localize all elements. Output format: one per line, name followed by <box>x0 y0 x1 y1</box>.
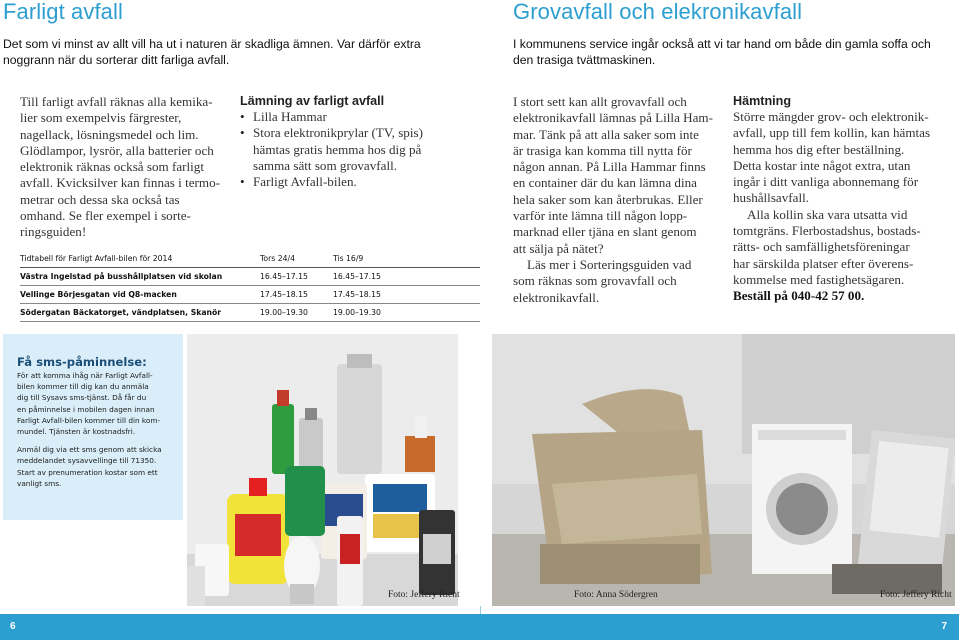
text-line: Anmäl dig via ett sms genom att skicka <box>17 445 162 455</box>
stop-name: Södergatan Bäckatorget, vändplatsen, Skanör <box>20 308 222 317</box>
text-line: avfall. Kvicksilver kan finnas i termo- <box>20 175 220 191</box>
timetable-title: Tidtabell för Farligt Avfall-bilen för 2014 <box>20 254 173 263</box>
text-line: ringsguiden! <box>20 224 87 240</box>
text-line: har särskilda platser efter överens- <box>733 255 914 271</box>
timetable <box>20 250 480 322</box>
text-line: avfall, upp till fem kollin, kan hämtas <box>733 125 931 141</box>
photo-credit: Foto: Anna Södergren <box>574 590 658 600</box>
spine-divider <box>480 606 481 614</box>
timetable-col-date2: Tis 16/9 <box>333 254 364 263</box>
text-line: marknad eller tjäna en slant genom <box>513 224 697 240</box>
stop-time: 19.00–19.30 <box>333 308 381 317</box>
text-line: Detta kostar inte något extra, utan <box>733 157 911 173</box>
text-line: Glödlampor, lysrör, alla batterier och <box>20 142 214 158</box>
sms-box-title: Få sms-påminnelse: <box>17 355 147 369</box>
text-line: lier som exempelvis färgrester, <box>20 110 182 126</box>
text-line: elektronik räknas också som farligt <box>20 159 204 175</box>
timetable-col-date1: Tors 24/4 <box>260 254 295 263</box>
stop-name: Vellinge Börjesgatan vid Q8-macken <box>20 290 177 299</box>
text-line: Läs mer i Sorteringsguiden vad <box>527 256 692 272</box>
text-line: en påminnelse i mobilen dagen innan <box>17 404 155 414</box>
right-page-title: Grovavfall och elekronikavfall <box>513 0 803 24</box>
text-line: hushållsavfall. <box>733 190 809 206</box>
list-item: • Stora elektronikprylar (TV, spis) hämtas gratis hemma hos dig på samma sätt som grovavfall. <box>240 125 455 174</box>
drop-off-heading: Lämning av farligt avfall <box>240 94 385 108</box>
stop-time: 16.45–17.15 <box>333 272 381 281</box>
text-line: Till farligt avfall räknas alla kemika- <box>20 94 213 109</box>
timetable-header <box>20 250 480 268</box>
bulky-waste-photo <box>492 334 955 606</box>
text-line: Alla kollin ska vara utsatta vid <box>747 206 908 222</box>
drop-off-list <box>240 109 455 190</box>
text-line: bilen kommer till dig kan du anmäla <box>17 382 149 392</box>
text-line: elektronikavfall lämnas på Lilla Ham- <box>513 110 713 126</box>
page-footer <box>0 614 959 640</box>
bulky-waste-text <box>513 94 728 306</box>
text-line: är trasiga kan komma till nytta för <box>513 142 692 158</box>
page-number-left: 6 <box>10 621 16 632</box>
order-phone: Beställ på 040-42 57 00. <box>733 288 865 304</box>
text-line: elektronikavfall. <box>513 289 600 305</box>
text-line: som räknas som grovavfall och <box>513 273 677 289</box>
text-line: hela saker som kan återbrukas. Eller <box>513 191 703 207</box>
stop-time: 16.45–17.15 <box>260 272 308 281</box>
text-line: metrar och dessa ska också tas <box>20 191 180 207</box>
table-row <box>20 268 480 286</box>
table-row <box>20 286 480 304</box>
text-line: Start av prenumeration kostar som ett <box>17 467 158 477</box>
text-line: nagellack, lösningsmedel och lim. <box>20 126 199 142</box>
stop-time: 17.45–18.15 <box>333 290 381 299</box>
list-item: • Farligt Avfall-bilen. <box>240 174 455 190</box>
list-item: • Lilla Hammar <box>240 109 455 125</box>
text-line: vanligt sms. <box>17 478 62 488</box>
stop-name: Västra Ingelstad på busshållplatsen vid skolan <box>20 272 223 281</box>
text-line: mar. Tänk på att alla saker som inte <box>513 126 699 142</box>
text-line: rätts- och samfällighetsföreningar <box>733 239 910 255</box>
left-page-title: Farligt avfall <box>3 0 123 24</box>
sms-box-paragraph <box>17 444 175 489</box>
text-line: mundel. Tjänsten är kostnadsfri. <box>17 427 136 437</box>
text-line: Större mängder grov- och elektronik- <box>733 109 929 124</box>
stop-time: 19.00–19.30 <box>260 308 308 317</box>
pickup-heading: Hämtning <box>733 94 792 108</box>
table-row <box>20 304 480 322</box>
text-line: en container där du kan lämna dina <box>513 175 697 191</box>
text-line: ingår i ditt vanliga abonnemang för <box>733 174 919 190</box>
right-page-lead: I kommunens service ingår också att vi tar hand om både din gamla soffa och den trasiga tvättmaskinen. <box>513 37 931 67</box>
text-line: omhand. Se fler exempel i sorte- <box>20 208 191 224</box>
text-line: hemma hos dig efter beställning. <box>733 141 905 157</box>
text-line: varför inte lämna till någon lopp- <box>513 208 688 224</box>
text-line: Farligt Avfall-bilen kommer till din kom- <box>17 415 161 425</box>
text-line: dig till Sysavs sms-tjänst. Då får du <box>17 393 147 403</box>
text-line: att sälja på nätet? <box>513 240 604 256</box>
hazardous-waste-text <box>20 94 235 241</box>
sms-box-paragraph <box>17 370 175 437</box>
text-line: meddelandet sysavvellinge till 71350. <box>17 456 157 466</box>
photo-credit: Foto: Jeffery Richt <box>880 590 952 600</box>
page-number-right: 7 <box>941 621 947 632</box>
text-line: kommelse med fastighetsägaren. <box>733 271 905 287</box>
pickup-section <box>733 94 955 305</box>
text-line: tomtgräns. Flerbostadshus, bostads- <box>733 223 921 239</box>
text-line: För att komma ihåg när Farligt Avfall- <box>17 371 153 380</box>
hazardous-products-photo <box>187 334 458 606</box>
text-line: någon annan. På Lilla Hammar finns <box>513 159 706 175</box>
text-line: I stort sett kan allt grovavfall och <box>513 94 687 109</box>
sms-reminder-box <box>3 334 183 520</box>
left-page-lead: Det som vi minst av allt vill ha ut i naturen är skadliga ämnen. Var därför extra noggrann när du sorterar ditt farliga avfall. <box>3 37 421 67</box>
drop-off-section <box>240 94 455 190</box>
photo-credit: Foto: Jeffery Richt <box>388 590 460 600</box>
stop-time: 17.45–18.15 <box>260 290 308 299</box>
